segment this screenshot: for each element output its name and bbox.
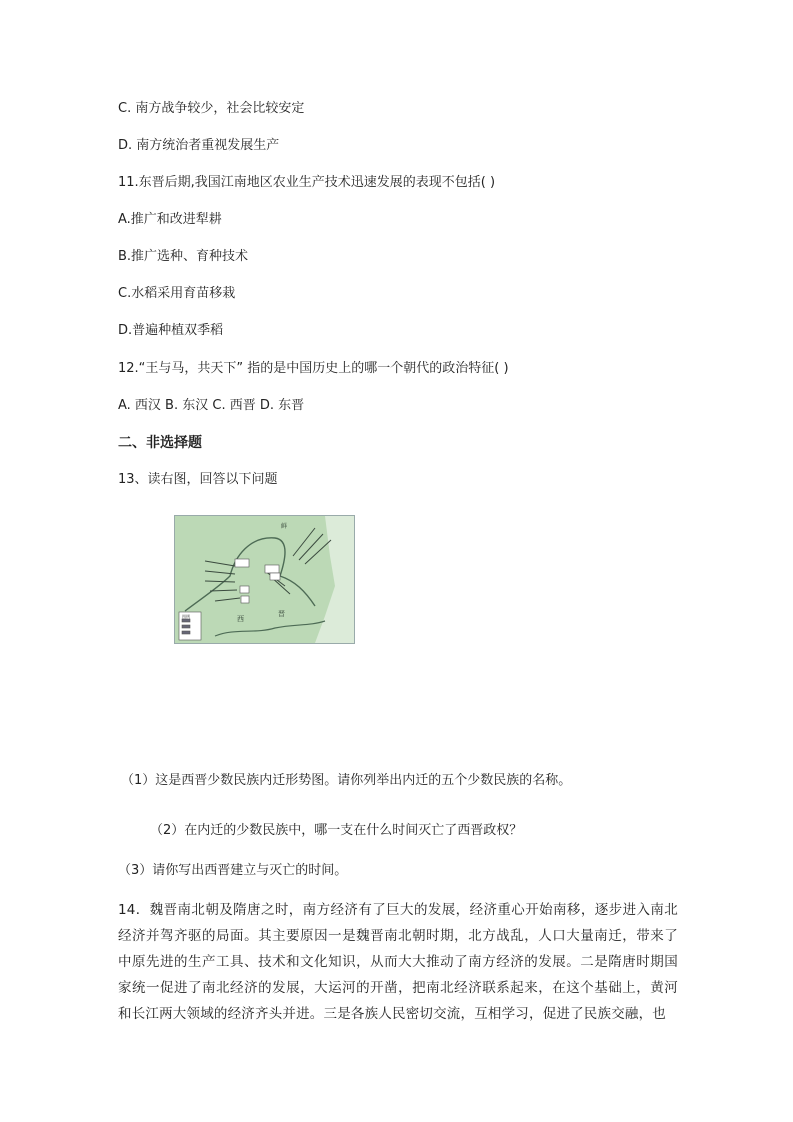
question-11-option-a: A.推广和改进犁耕	[118, 212, 222, 227]
question-13: 13、读右图，回答以下问题	[118, 472, 278, 487]
section-heading: 二、非选择题	[118, 435, 202, 451]
option-d: D. 南方统治者重视发展生产	[118, 138, 280, 153]
question-11: 11.东晋后期,我国江南地区农业生产技术迅速发展的表现不包括( )	[118, 175, 496, 190]
legend-label: 图例	[182, 614, 190, 619]
map-label-jin: 晋	[278, 610, 285, 618]
map-figure	[175, 516, 354, 643]
question-11-option-c: C.水稻采用育苗移栽	[118, 286, 236, 301]
question-13-2: （2）在内迁的少数民族中，哪一支在什么时间灭亡了西晋政权？	[150, 823, 523, 838]
question-14-paragraph: 14．魏晋南北朝及隋唐之时，南方经济有了巨大的发展，经济重心开始南移，逐步进入南北经济并驾齐驱的局面。其主要原因一是魏晋南北朝时期，北方战乱，人口大量南迁，带来了中原先进的生产工具、技术和文化知识，从而大大推动了南方经济的发展。二是隋唐时期国家统一促进了南北经济的发展，大运河的开凿，把南北经济联系起来，在这个基础上，黄河和长江两大领域的经济齐头并进。三是各族人民密切交流，互相学习，促进了民族交融，也	[118, 902, 678, 1022]
question-13-1: （1）这是西晋少数民族内迁形势图。请你列举出内迁的五个少数民族的名称。	[121, 773, 572, 788]
question-13-3: （3）请你写出西晋建立与灭亡的时间。	[118, 863, 348, 878]
question-12: 12.“王与马，共天下” 指的是中国历史上的哪一个朝代的政治特征( )	[118, 361, 509, 376]
question-12-options: A. 西汉 B. 东汉 C. 西晋 D. 东晋	[118, 398, 305, 413]
map-label-xi: 西	[237, 615, 244, 623]
question-11-option-d: D.普遍种植双季稻	[118, 323, 224, 338]
question-11-option-b: B.推广选种、育种技术	[118, 249, 249, 264]
map-label-xianbei: 鲜	[281, 523, 288, 530]
option-c: C. 南方战争较少，社会比较安定	[118, 101, 305, 116]
migration-map	[174, 515, 355, 644]
